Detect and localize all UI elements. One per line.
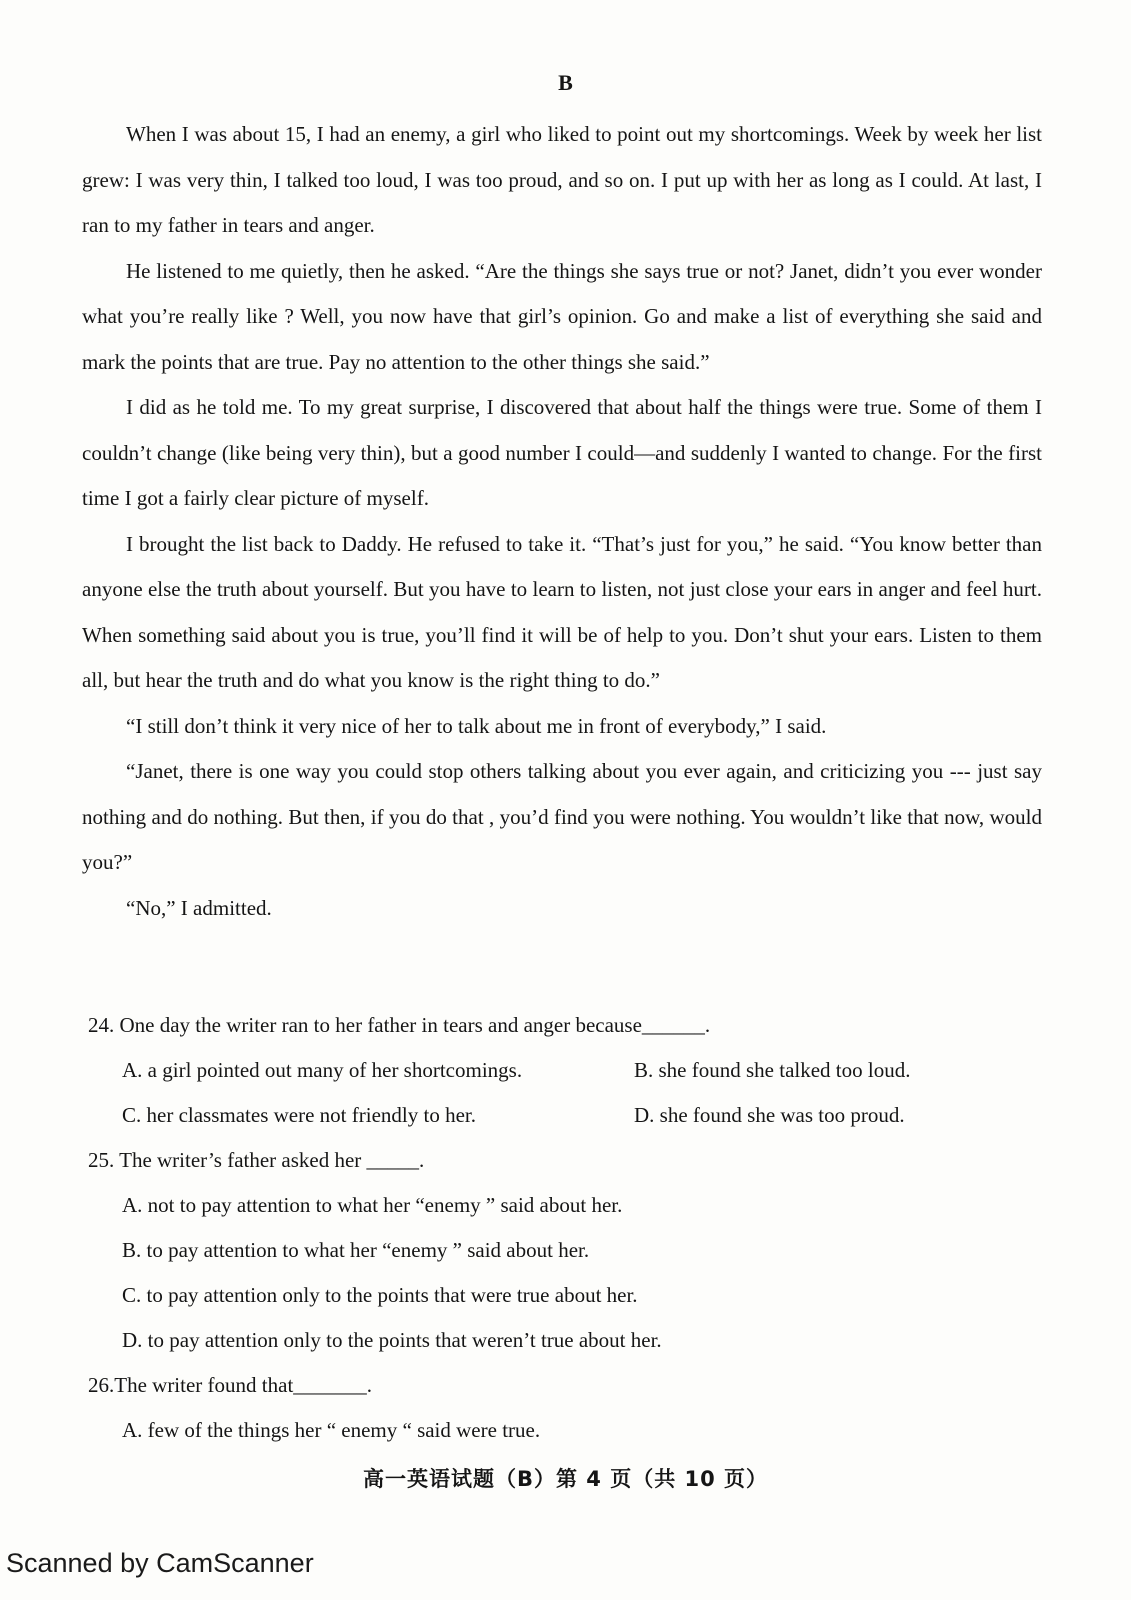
- option-c: C. her classmates were not friendly to her.: [122, 1103, 476, 1127]
- option-d: D. she found she was too proud.: [634, 1103, 905, 1127]
- option-a: A. not to pay attention to what her “enemy ” said about her.: [122, 1193, 623, 1217]
- option-d: D. to pay attention only to the points that weren’t true about her.: [122, 1328, 662, 1352]
- question-26: [88, 1363, 1048, 1453]
- passage-paragraph: I did as he told me. To my great surprise, I discovered that about half the things were true. Some of them I couldn’t change (like being very thin), but a good number I could—and suddenly I wanted to change. For the first time I got a fairly clear picture of myself.: [82, 395, 1042, 510]
- reading-passage: [82, 112, 1042, 931]
- question-options: [88, 1183, 1048, 1363]
- option-a: A. few of the things her “ enemy “ said were true.: [122, 1418, 541, 1442]
- page-footer: 高一英语试题（B）第 4 页（共 10 页）: [362, 1467, 769, 1491]
- question-stem: 24. One day the writer ran to her father in tears and anger because______.: [88, 1013, 711, 1037]
- option-b: B. to pay attention to what her “enemy ” said about her.: [122, 1238, 590, 1262]
- passage-paragraph: “Janet, there is one way you could stop others talking about you ever again, and criticizing you --- just say nothing and do nothing. But then, if you do that , you’d find you were nothing. You wouldn’t like that now, would you?”: [82, 759, 1042, 874]
- scanner-watermark: Scanned by CamScanner: [6, 1548, 314, 1578]
- passage-paragraph: I brought the list back to Daddy. He refused to take it. “That’s just for you,” he said. “You know better than anyone else the truth about yourself. But you have to learn to listen, not just close your ears in anger and feel hurt. When something said about you is true, you’ll find it will be of help to you. Don’t shut your ears. Listen to them all, but hear the truth and do what you know is the right thing to do.”: [82, 531, 1042, 692]
- option-c: C. to pay attention only to the points that were true about her.: [122, 1283, 638, 1307]
- passage-paragraph: “I still don’t think it very nice of her to talk about me in front of everybody,” I said.: [126, 713, 827, 738]
- passage-paragraph: “No,” I admitted.: [126, 895, 272, 920]
- option-a: A. a girl pointed out many of her shortcomings.: [122, 1058, 523, 1082]
- section-heading: B: [558, 70, 573, 95]
- passage-paragraph: When I was about 15, I had an enemy, a girl who liked to point out my shortcomings. Week by week her list grew: I was very thin, I talked too loud, I was too proud, and so on. I put up with her as long as I could. At last, I ran to my father in tears and anger.: [82, 122, 1042, 237]
- question-24: [88, 1003, 1048, 1138]
- passage-paragraph: He listened to me quietly, then he asked. “Are the things she says true or not? Janet, didn’t you ever wonder what you’re really like ? Well, you now have that girl’s opinion. Go and make a list of everything she said and mark the points that are true. Pay no attention to the other things she said.”: [82, 258, 1042, 374]
- question-options: [88, 1408, 1048, 1453]
- question-list: [88, 1003, 1048, 1453]
- question-25: [88, 1138, 1048, 1363]
- question-stem: 25. The writer’s father asked her _____.: [88, 1148, 425, 1172]
- question-options: [88, 1048, 1048, 1138]
- option-b: B. she found she talked too loud.: [634, 1058, 911, 1082]
- question-stem: 26.The writer found that_______.: [88, 1373, 373, 1397]
